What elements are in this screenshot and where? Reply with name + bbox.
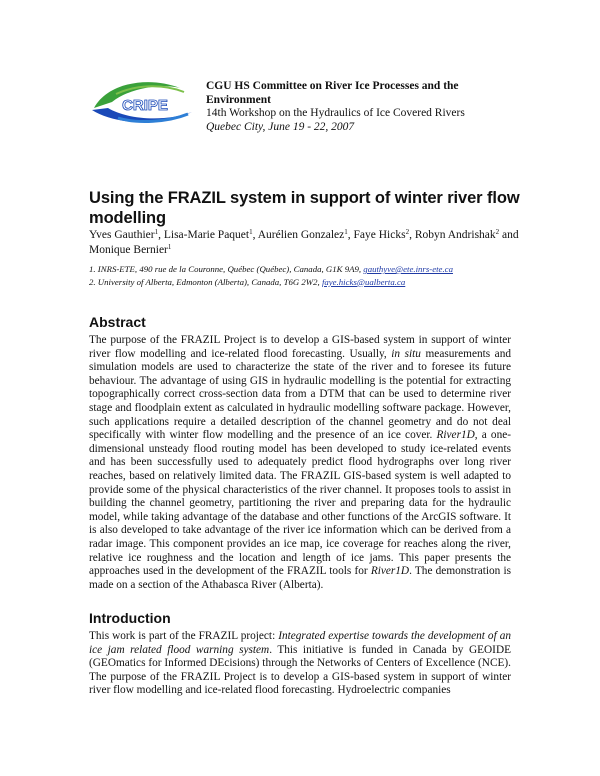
- email-link[interactable]: faye.hicks@ualberta.ca: [321, 276, 406, 287]
- logo-text: CRIPE: [122, 97, 168, 114]
- author-name: Faye Hicks: [353, 229, 406, 241]
- affiliations: [89, 263, 529, 288]
- author-name: Yves Gauthier: [89, 229, 155, 241]
- affiliation-2: [89, 276, 529, 289]
- author-list: Yves Gauthier$^1$, Lisa-Marie Paquet$^1$, Aurélien Gonzalez$^1$, Faye Hicks$^2$, Robyn Andrishak$^2$ and Monique Bernier$^1$: [89, 228, 519, 256]
- introduction-heading: Introduction: [89, 610, 171, 626]
- author-name: Monique Bernier: [89, 244, 168, 256]
- italic-term: in situ: [391, 347, 421, 360]
- conference-header: [206, 80, 526, 134]
- text-run: measurements and simulation models are used to characterize the state of the river and to foresee its future behaviour. The advantage of using GIS in hydraulic modelling is the potential for extracting topographically correct cross-section data from a DTM that can be used to determine river stage and floodplain extent as calculated in hydraulic modelling software package. However, such applications require a detailed description of the channel geometry and do not deal specifically with winter flow modelling and the presence of an ice cover.: [89, 347, 511, 442]
- author-affil-mark: 1: [167, 243, 172, 251]
- affiliation-text: 1. INRS-ETE, 490 rue de la Couronne, Québec (Québec), Canada, G1K 9A9,: [89, 264, 364, 274]
- committee-name: CGU HS Committee on River Ice Processes and the Environment: [206, 80, 459, 106]
- text-run: The purpose of the FRAZIL Project is to develop a GIS-based system in support of winter river flow modelling and ice-related flood forecasting. Usually,: [89, 334, 511, 360]
- abstract-paragraph: [89, 334, 511, 592]
- author-name: Robyn Andrishak: [414, 229, 496, 241]
- italic-term: River1D: [370, 565, 410, 578]
- text-run: , a one-dimensional unsteady flood routing model has been developed to study ice-related events and has been successfully used to adequately predict flood hydrographs over long river reaches, based on relatively limited data. The FRAZIL GIS-based system is well adapted to provide some of the physical characteristics of the river channel. It proposes tools to assist in building the channel geometry, partitioning the river and preparing data for the hydraulic model, while taking advantage of the database and other functions of the ArcGIS software. It is also developed to take advantage of the river ice information which can be derived from a radar image. This component provides an ice map, ice coverage for reaches along the river, relative ice roughness and the location and length of ice jams. This paper presents the approaches used in the development of the FRAZIL tools for: [89, 429, 511, 578]
- author-affil-mark: 1: [249, 228, 253, 236]
- affiliation-1: [89, 263, 529, 276]
- place-date: Quebec City, June 19 - 22, 2007: [206, 120, 355, 133]
- author-affil-mark: 1: [154, 228, 159, 236]
- abstract-heading: Abstract: [89, 314, 146, 330]
- author-affil-mark: 2: [495, 228, 500, 236]
- introduction-paragraph: [89, 630, 511, 698]
- italic-term: Integrated expertise towards the development of an ice jam related flood warning system: [89, 630, 511, 656]
- author-name: Aurélien Gonzalez: [257, 229, 345, 241]
- paper-title: Using the FRAZIL system in support of winter river flow modelling: [89, 189, 520, 227]
- author-name: Lisa-Marie Paquet: [163, 229, 250, 241]
- affiliation-text: 2. University of Alberta, Edmonton (Alberta), Canada, T6G 2W2,: [89, 276, 322, 287]
- author-affil-mark: 2: [405, 228, 410, 236]
- cripe-logo: [88, 74, 198, 130]
- italic-term: River1D: [436, 429, 475, 442]
- text-run: . This initiative is funded in Canada by GEOIDE (GEOmatics for Informed DEcisions) through the Networks of Centers of Excellence (NCE). The purpose of the FRAZIL Project is to develop a GIS-based system in support of winter river flow modelling and ice-related flood forecasting. Hydroelectric companies: [89, 643, 511, 697]
- email-link[interactable]: gauthyve@ete.inrs-ete.ca: [363, 264, 453, 274]
- author-affil-mark: 1: [344, 228, 348, 236]
- text-run: This work is part of the FRAZIL project:: [89, 630, 279, 642]
- workshop-name: 14th Workshop on the Hydraulics of Ice Covered Rivers: [206, 107, 465, 119]
- text-run: . The demonstration is made on a section of the Athabasca River (Alberta).: [89, 565, 512, 591]
